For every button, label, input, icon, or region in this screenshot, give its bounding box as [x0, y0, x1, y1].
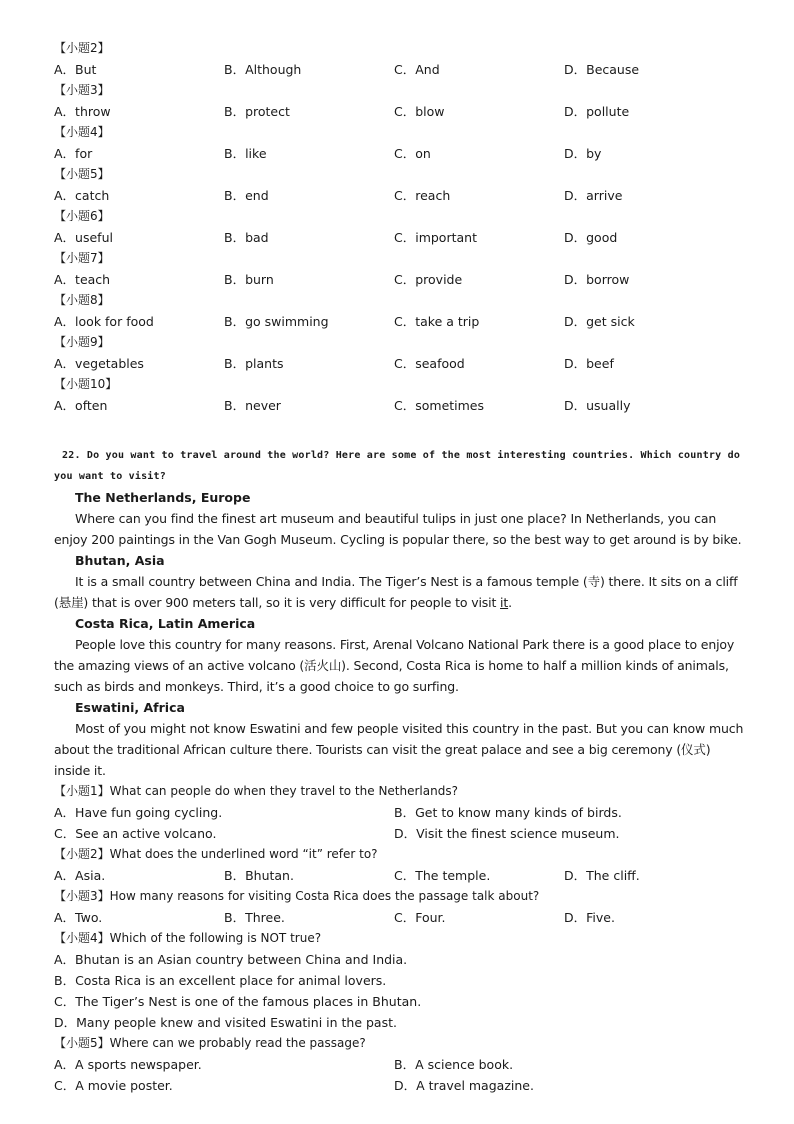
section-text-eswatini: Most of you might not know Eswatini and few people visited this country in the past. But you can know much about the traditional African culture there. Tourists can visit the great palace and see a big ceremony (仪式) inside it. — [54, 721, 744, 778]
section-text-bhutan — [54, 571, 744, 613]
option-d[interactable]: D．Five. — [564, 910, 615, 925]
option-d[interactable]: D．pollute — [564, 104, 630, 119]
reading-intro: 22. Do you want to travel around the world? Here are some of the most interesting countries. Which country do you want to visit? — [54, 450, 741, 482]
option-a[interactable]: A．vegetables — [54, 356, 144, 371]
option-c[interactable]: C．The temple. — [394, 868, 491, 883]
option-d[interactable]: D．by — [564, 146, 602, 161]
section-text-netherlands: Where can you find the finest art museum and beautiful tulips in just one place? In Netherlands, you can enjoy 200 paintings in the Van Gogh Museum. Cycling is popular there, so the best way to get around is by bike. — [54, 511, 742, 547]
option-a[interactable]: A．look for food — [54, 314, 154, 329]
option-c[interactable]: C．Four. — [394, 910, 446, 925]
option-b[interactable]: B．end — [224, 188, 269, 203]
option-b[interactable]: B．bad — [224, 230, 269, 245]
section-heading-costa-rica: Costa Rica, Latin America — [75, 616, 256, 631]
exam-page — [54, 38, 744, 1096]
option-b[interactable]: B．Three. — [224, 910, 285, 925]
option-b[interactable]: B．never — [224, 398, 281, 413]
option-a[interactable]: A．A sports newspaper. — [54, 1057, 202, 1072]
question-options-row — [54, 1054, 744, 1075]
cloze-options-row — [54, 185, 744, 206]
option-b[interactable]: B．Costa Rica is an excellent place for animal lovers. — [54, 973, 387, 988]
option-d[interactable]: D．get sick — [564, 314, 635, 329]
option-b[interactable]: B．like — [224, 146, 267, 161]
section-text-costa-rica: People love this country for many reasons. First, Arenal Volcano National Park there is a good place to enjoy the amazing views of an active volcano (活火山). Second, Costa Rica is home to half a million kinds of animals, such as birds and monkeys. Third, it’s a good choice to go surfing. — [54, 637, 735, 694]
option-c[interactable]: C．And — [394, 62, 440, 77]
bhutan-text-after: . — [508, 595, 512, 610]
option-c[interactable]: C．sometimes — [394, 398, 485, 413]
option-b[interactable]: B．go swimming — [224, 314, 329, 329]
option-c[interactable]: C．seafood — [394, 356, 465, 371]
option-a[interactable]: A．Two. — [54, 910, 103, 925]
option-d[interactable]: D．beef — [564, 356, 614, 371]
option-d[interactable]: D．arrive — [564, 188, 623, 203]
cloze-question-label: 【小题2】 — [54, 41, 110, 55]
question-stem-1: 【小题1】What can people do when they travel to the Netherlands? — [54, 784, 458, 798]
cloze-options-row — [54, 59, 744, 80]
option-c[interactable]: C．provide — [394, 272, 463, 287]
option-a[interactable]: A．for — [54, 146, 93, 161]
section-heading-bhutan: Bhutan, Asia — [75, 553, 165, 568]
option-c[interactable]: C．reach — [394, 188, 451, 203]
option-b[interactable]: B．protect — [224, 104, 290, 119]
cloze-options-row — [54, 353, 744, 374]
cloze-options-row — [54, 143, 744, 164]
option-b[interactable]: B．burn — [224, 272, 274, 287]
option-a[interactable]: A．But — [54, 62, 97, 77]
cloze-question-label: 【小题8】 — [54, 293, 110, 307]
option-b[interactable]: B．A science book. — [394, 1057, 514, 1072]
option-d[interactable]: D．good — [564, 230, 618, 245]
cloze-question-label: 【小题7】 — [54, 251, 110, 265]
option-d[interactable]: D．Because — [564, 62, 640, 77]
option-a[interactable]: A．teach — [54, 272, 111, 287]
question-options-row — [54, 802, 744, 823]
cloze-options-row — [54, 269, 744, 290]
option-c[interactable]: C．A movie poster. — [54, 1078, 173, 1093]
option-a[interactable]: A．catch — [54, 188, 110, 203]
option-b[interactable]: B．Bhutan. — [224, 868, 294, 883]
option-c[interactable]: C．See an active volcano. — [54, 826, 217, 841]
option-d[interactable]: D．usually — [564, 398, 631, 413]
question-stem-5: 【小题5】Where can we probably read the passage? — [54, 1036, 366, 1050]
section-heading-netherlands: The Netherlands, Europe — [75, 490, 251, 505]
option-d[interactable]: D．A travel magazine. — [394, 1078, 534, 1093]
cloze-question-label: 【小题10】 — [54, 377, 118, 391]
question-options-row — [54, 907, 744, 928]
cloze-options-row — [54, 311, 744, 332]
option-c[interactable]: C．blow — [394, 104, 445, 119]
option-a[interactable]: A．useful — [54, 230, 113, 245]
section-heading-eswatini: Eswatini, Africa — [75, 700, 185, 715]
cloze-question-label: 【小题3】 — [54, 83, 110, 97]
option-d[interactable]: D．The cliff. — [564, 868, 640, 883]
question-stem-2: 【小题2】What does the underlined word “it” refer to? — [54, 847, 378, 861]
cloze-question-label: 【小题4】 — [54, 125, 110, 139]
option-d[interactable]: D．Many people knew and visited Eswatini in the past. — [54, 1015, 397, 1030]
cloze-question-label: 【小题5】 — [54, 167, 110, 181]
option-a[interactable]: A．often — [54, 398, 108, 413]
cloze-options — [54, 38, 744, 416]
bhutan-text-before: It is a small country between China and India. The Tiger’s Nest is a famous temple (寺) there. It sits on a cliff (悬崖) that is over 900 meters tall, so it is very difficult for people to visit — [54, 574, 738, 610]
cloze-options-row — [54, 227, 744, 248]
question-options-row — [54, 823, 744, 844]
option-d[interactable]: D．borrow — [564, 272, 630, 287]
cloze-options-row — [54, 395, 744, 416]
question-options-row — [54, 865, 744, 886]
option-d[interactable]: D．Visit the finest science museum. — [394, 826, 620, 841]
cloze-question-label: 【小题6】 — [54, 209, 110, 223]
option-a[interactable]: A．throw — [54, 104, 111, 119]
option-b[interactable]: B．plants — [224, 356, 284, 371]
cloze-options-row — [54, 101, 744, 122]
section-gap — [54, 416, 744, 445]
option-c[interactable]: C．The Tiger’s Nest is one of the famous places in Bhutan. — [54, 994, 422, 1009]
option-c[interactable]: C．important — [394, 230, 477, 245]
cloze-question-label: 【小题9】 — [54, 335, 110, 349]
question-stem-4: 【小题4】Which of the following is NOT true? — [54, 931, 322, 945]
question-stem-3: 【小题3】How many reasons for visiting Costa Rica does the passage talk about? — [54, 889, 540, 903]
question-options-row — [54, 1075, 744, 1096]
option-a[interactable]: A．Bhutan is an Asian country between China and India. — [54, 952, 408, 967]
option-b[interactable]: B．Although — [224, 62, 302, 77]
option-c[interactable]: C．on — [394, 146, 431, 161]
option-c[interactable]: C．take a trip — [394, 314, 480, 329]
option-a[interactable]: A．Have fun going cycling. — [54, 805, 223, 820]
option-b[interactable]: B．Get to know many kinds of birds. — [394, 805, 622, 820]
option-a[interactable]: A．Asia. — [54, 868, 106, 883]
underlined-word-it: it — [500, 595, 509, 610]
